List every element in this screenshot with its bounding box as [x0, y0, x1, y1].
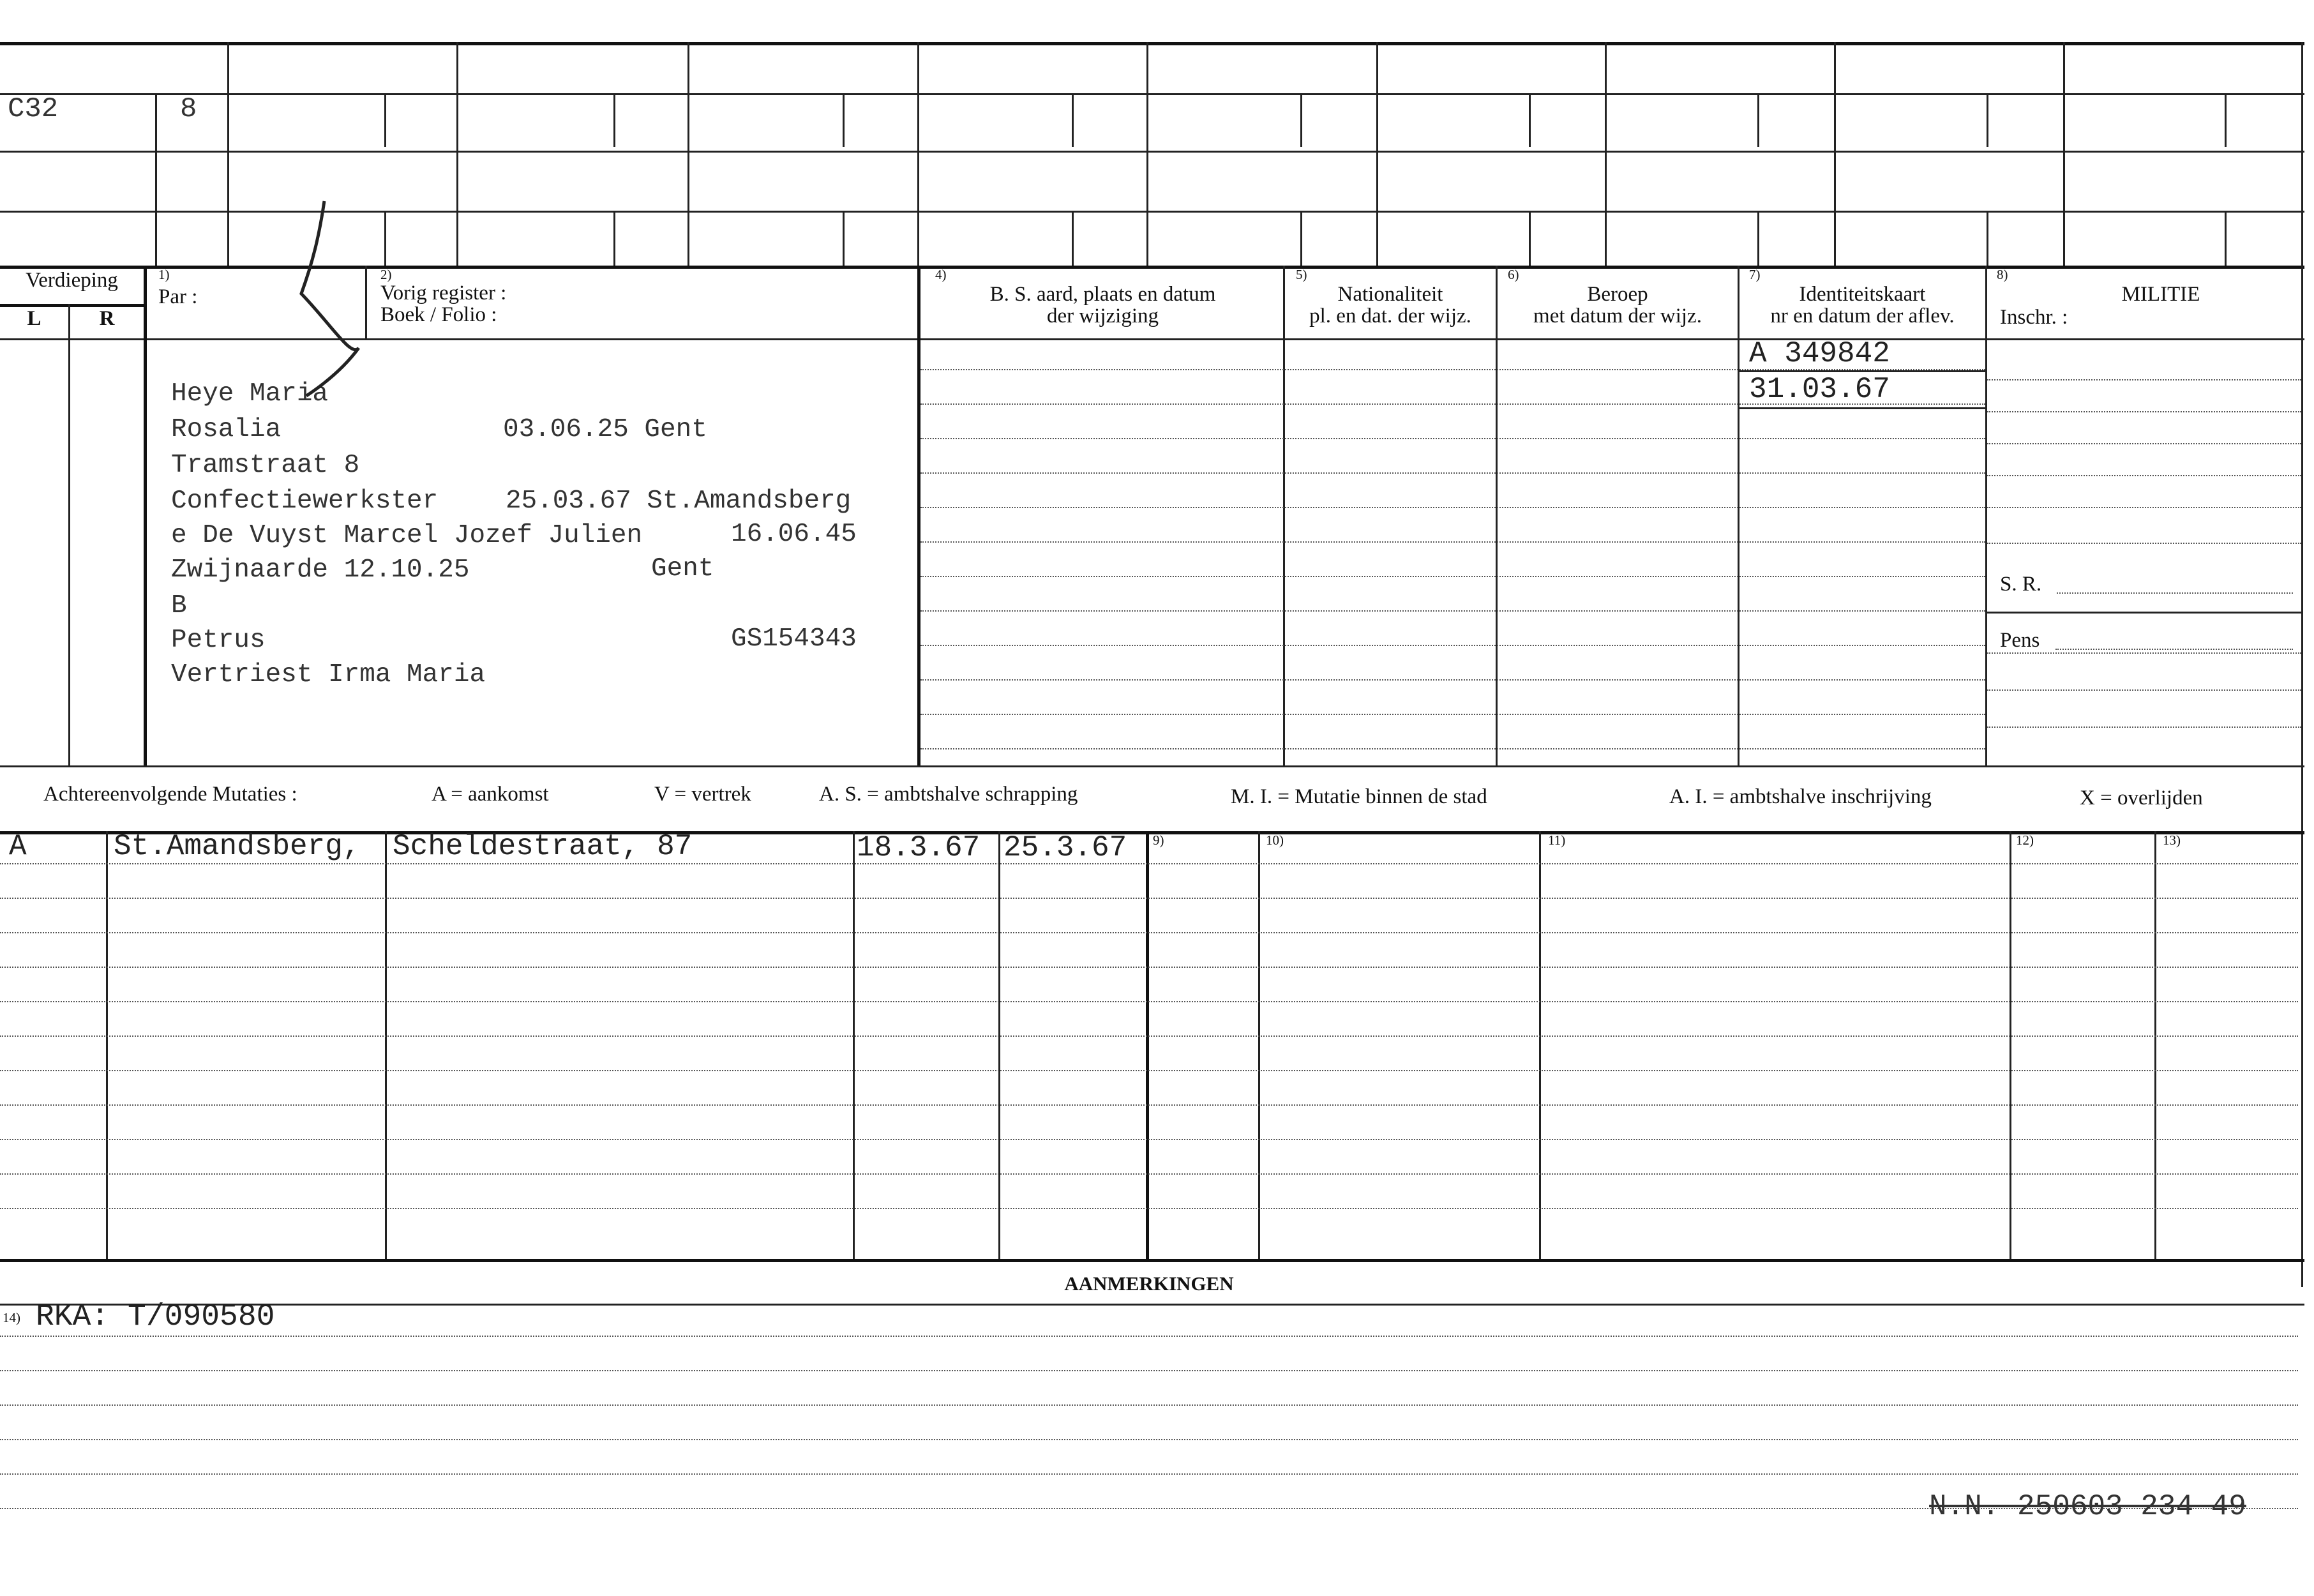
col5-label2: pl. en dat. der wijz.: [1309, 305, 1471, 327]
mutation-date2: 25.3.67: [1003, 831, 1127, 864]
mut-col11-number: 11): [1548, 832, 1566, 848]
col1-label: Par :: [158, 285, 198, 308]
militie-title: MILITIE: [2121, 283, 2200, 306]
mutation-place: St.Amandsberg,: [114, 830, 361, 863]
mutations-title: Achtereenvolgende Mutaties :: [43, 783, 297, 806]
card-number: 8: [180, 93, 197, 125]
col6-label1: Beroep: [1587, 283, 1648, 306]
mutation-street: Scheldestraat, 87: [393, 830, 693, 863]
col6-number: 6): [1508, 267, 1519, 282]
mut-col12-number: 12): [2016, 832, 2034, 848]
remarks-title: AANMERKINGEN: [1064, 1272, 1234, 1295]
mut-col13-number: 13): [2163, 832, 2181, 848]
col2-label2: Boek / Folio :: [380, 303, 497, 326]
col7-label2: nr en datum der aflev.: [1770, 305, 1955, 327]
col2-number: 2): [380, 267, 392, 282]
verdieping-label: Verdieping: [26, 269, 118, 292]
militie-sr: S. R.: [2000, 573, 2042, 596]
col8-number: 8): [1997, 267, 2008, 282]
person-marker: B: [171, 591, 187, 621]
col4-label2: der wijziging: [1046, 305, 1159, 327]
legend-overlijden: X = overlijden: [2080, 787, 2203, 809]
id-card-number: A 349842: [1749, 337, 1890, 370]
legend-mutatie: M. I. = Mutatie binnen de stad: [1231, 785, 1487, 808]
pen-mark: [268, 192, 396, 409]
person-mother: Vertriest Irma Maria: [171, 660, 486, 689]
person-firstname: Rosalia: [171, 415, 282, 444]
col5-label1: Nationaliteit: [1337, 283, 1443, 306]
person-name: Heye Maria: [171, 379, 329, 409]
col2-label1: Vorig register :: [380, 282, 507, 305]
verdieping-left: L: [27, 307, 41, 330]
person-father: Petrus: [171, 626, 266, 655]
person-occupation: Confectiewerkster: [171, 486, 439, 516]
legend-aankomst: A = aankomst: [432, 783, 549, 806]
legend-inschrijving: A. I. = ambtshalve inschrijving: [1669, 785, 1932, 808]
person-occupation-date: 25.03.67 St.Amandsberg: [506, 486, 852, 516]
mut-col9-number: 9): [1153, 832, 1164, 848]
mut-col10-number: 10): [1266, 832, 1284, 848]
person-ref: GS154343: [731, 624, 857, 654]
col4-number: 4): [935, 267, 947, 282]
legend-vertrek: V = vertrek: [654, 783, 751, 806]
remarks-number: 14): [3, 1310, 20, 1325]
person-spouse-birth: 16.06.45: [731, 520, 857, 549]
col7-label1: Identiteitskaart: [1799, 283, 1926, 306]
militie-pens: Pens: [2000, 629, 2040, 652]
person-spouse-place: Gent: [651, 554, 714, 583]
col7-number: 7): [1749, 267, 1761, 282]
card-code: C32: [8, 93, 59, 125]
militie-inschr: Inschr. :: [2000, 306, 2068, 329]
mutation-type: A: [9, 830, 27, 863]
person-spouse: e De Vuyst Marcel Jozef Julien: [171, 521, 643, 550]
mutation-date1: 18.3.67: [857, 831, 980, 864]
legend-schrapping: A. S. = ambtshalve schrapping: [819, 783, 1078, 806]
person-spouse-place-date: Zwijnaarde 12.10.25: [171, 555, 470, 585]
col4-label1: B. S. aard, plaats en datum: [989, 283, 1216, 306]
national-number: N.N. 250603 234 49: [1929, 1490, 2246, 1523]
remarks-text: RKA: T/090580: [36, 1300, 275, 1334]
col5-number: 5): [1296, 267, 1307, 282]
verdieping-right: R: [99, 307, 115, 330]
person-birth: 03.06.25 Gent: [503, 415, 707, 444]
col6-label2: met datum der wijz.: [1533, 305, 1702, 327]
person-address: Tramstraat 8: [171, 451, 360, 480]
id-card-date: 31.03.67: [1749, 373, 1890, 406]
col1-number: 1): [158, 267, 170, 282]
